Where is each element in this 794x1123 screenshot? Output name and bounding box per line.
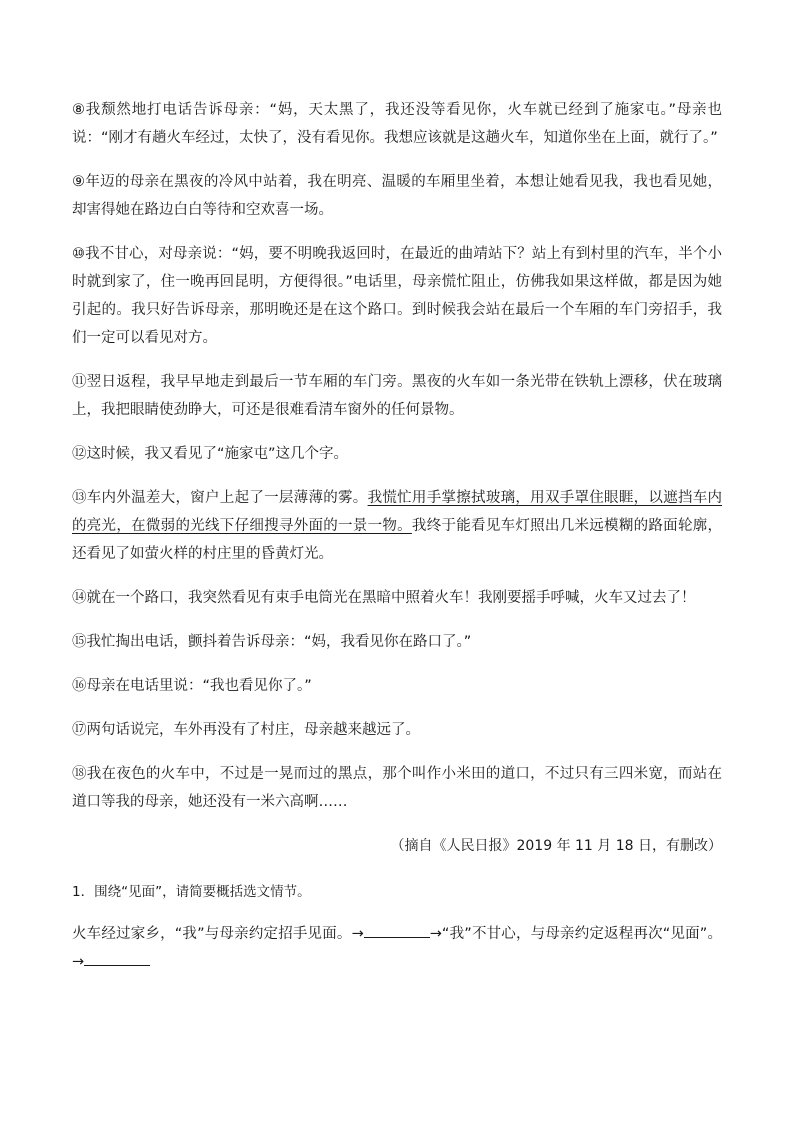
- answer-blank-1[interactable]: [364, 921, 430, 938]
- underlined-sentence: 我慌忙用手掌擦拭玻璃，用双手罩住眼睚，以遮挡车内的亮光，在微弱的光线下仔细搜寻外面的一景一物。: [72, 490, 723, 534]
- source-citation: （摘自《人民日报》2019 年 11 月 18 日，有删改）: [390, 838, 722, 854]
- paragraph-15: ⑮我忙掏出电话，颤抖着告诉母亲：“妈，我看见你在路口了。”: [72, 634, 472, 650]
- question-answer-line: [72, 920, 722, 976]
- paragraph-14: ⑭就在一个路口，我突然看见有束手电筒光在黑暗中照着火车！我刚要摇手呼喊，火车又过去了！: [72, 590, 696, 606]
- paragraph-12: ⑫这时候，我又看见了“施家屯”这几个字。: [72, 446, 349, 462]
- paragraph-9: ⑨年迈的母亲在黑夜的冷风中站着，我在明亮、温暖的车厢里坐着，本想让她看见我，我也看见她，却害得她在路边白白等待和空欢喜一场。: [72, 174, 722, 218]
- paragraph-11: ⑪翌日返程，我早早地走到最后一节车厢的车门旁。黑夜的火车如一条光带在铁轨上漂移，伏在玻璃上，我把眼睛使劲睁大，可还是很难看清车窗外的任何景物。: [72, 374, 722, 418]
- document-page: [72, 96, 722, 992]
- paragraph-16: ⑯母亲在电话里说：“我也看见你了。”: [72, 678, 312, 694]
- paragraph-13-start: ⑬车内外温差大，窗户上起了一层薄薄的雾。: [72, 490, 368, 506]
- answer-part-2: →“我”不甘心，与母亲约定返程再次“见面”。→: [72, 926, 722, 970]
- paragraph-13-end: 我终于能看见车灯照出几米远模糊的路面轮廓，还看见了如萤火样的村庄里的昏黄灯光。: [72, 518, 723, 562]
- paragraph-17: ⑰两句话说完，车外再没有了村庄，母亲越来越远了。: [72, 722, 420, 738]
- paragraph-10: ⑩我不甘心，对母亲说：“妈，要不明晚我返回时，在最近的曲靖站下？站上有到村里的汽车，半个小时就到家了，住一晚再回昆明，方便得很。”电话里，母亲慌忙阻止，仿佛我如果这样做，都是因为她引起的。我只好告诉母亲，那明晚还是在这个路口。到时候我会站在最后一个车厢的车门旁招手，我们一定可以看见对方。: [72, 246, 722, 346]
- answer-part-1: 火车经过家乡，“我”与母亲约定招手见面。→: [72, 926, 364, 942]
- paragraph-18: ⑱我在夜色的火车中，不过是一晃而过的黑点，那个叫作小米田的道口，不过只有三四米宽，而站在道口等我的母亲，她还没有一米六高啊……: [72, 766, 722, 810]
- answer-blank-2[interactable]: [84, 949, 150, 966]
- question-prompt: 1．围绕“见面”，请简要概括选文情节。: [72, 884, 311, 900]
- paragraph-13: [72, 484, 722, 568]
- paragraph-8: ⑧我颓然地打电话告诉母亲：“妈，天太黑了，我还没等看见你，火车就已经到了施家屯。”母亲也说：“刚才有趟火车经过，太快了，没有看见你。我想应该就是这趟火车，知道你坐在上面，就行了。”: [72, 102, 722, 146]
